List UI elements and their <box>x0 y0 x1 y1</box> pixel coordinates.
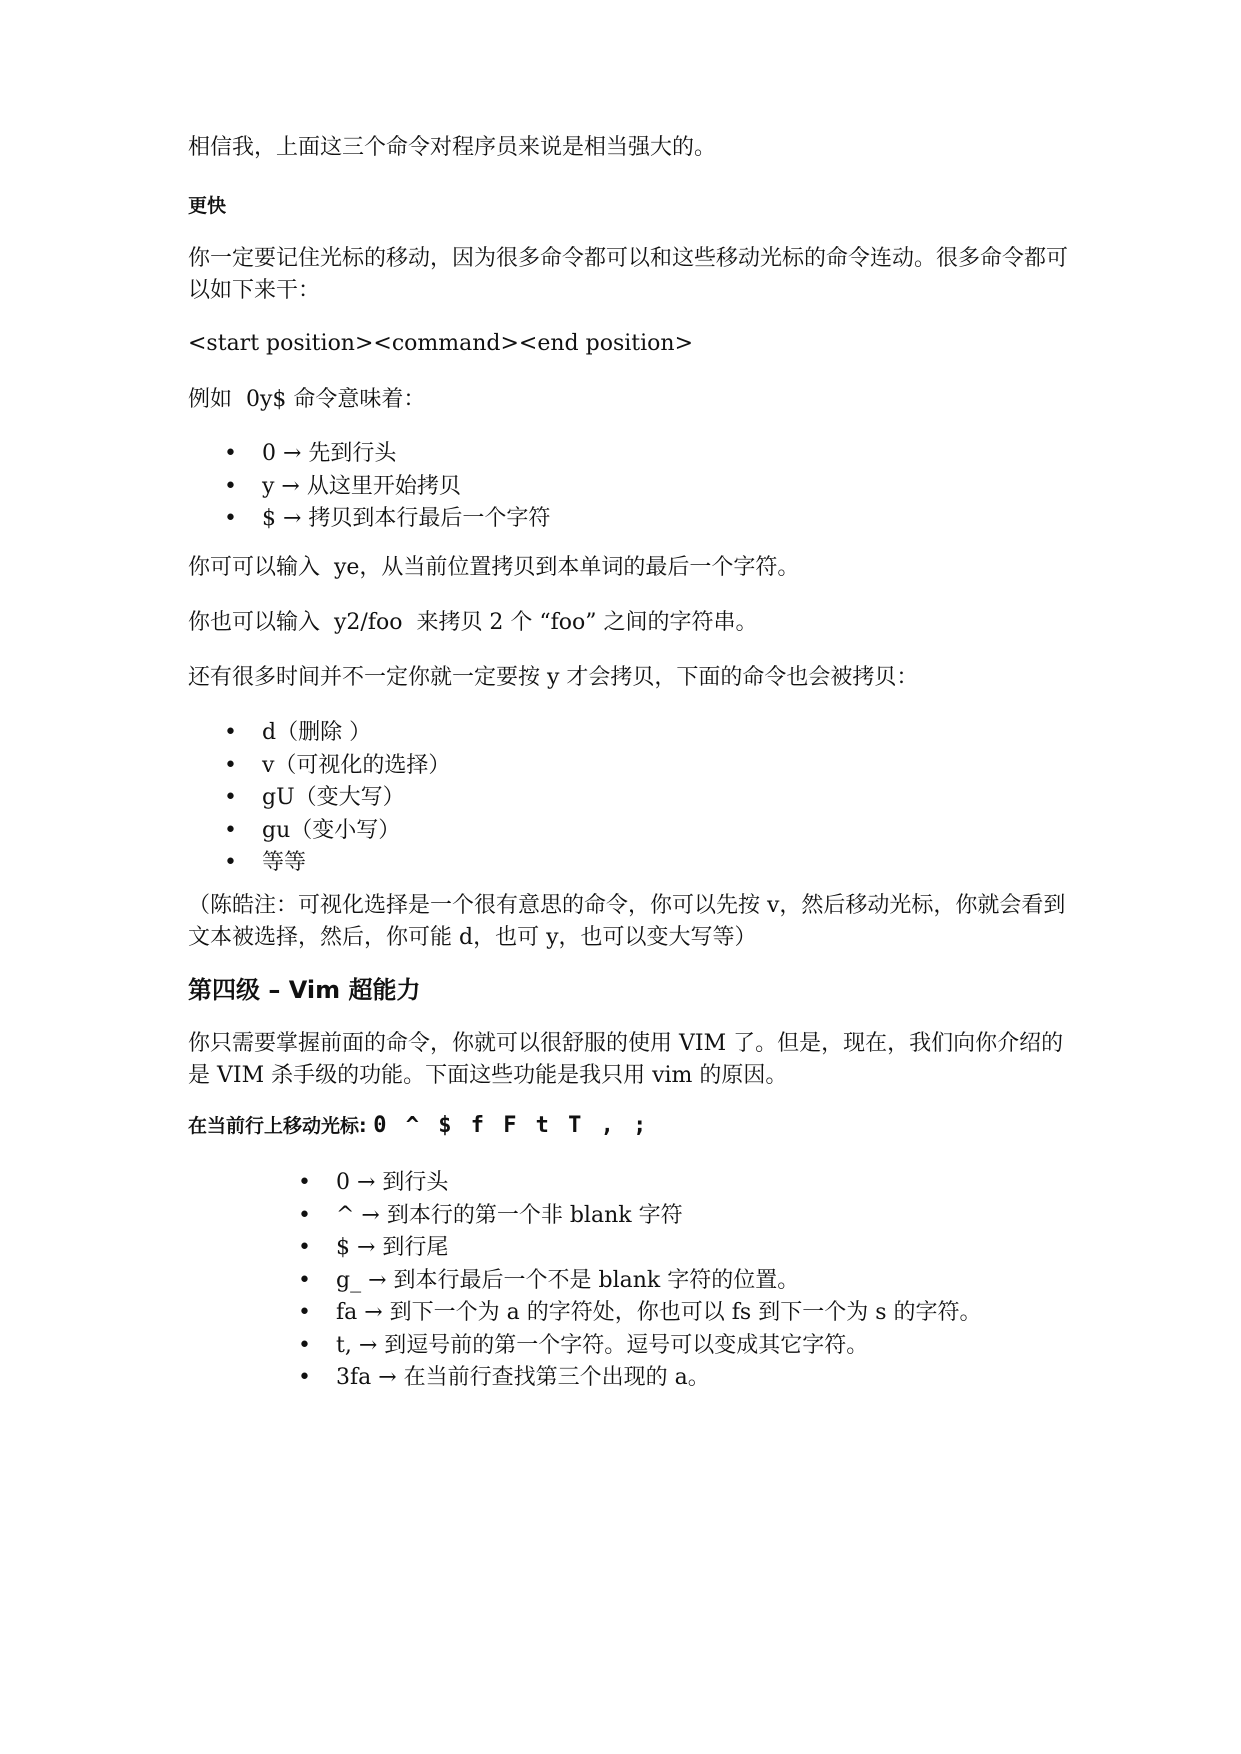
list-item <box>224 717 450 750</box>
list-item-text: $ → 拷贝到本行最后一个字符 <box>262 506 551 531</box>
list-item <box>224 503 551 536</box>
list-item-text: $ → 到行尾 <box>336 1235 449 1260</box>
list-item-text: gu（变小写） <box>262 817 401 843</box>
list-item <box>224 847 450 880</box>
list-item-text: gU（变大写） <box>262 785 405 810</box>
paragraph-example-0y: 例如 0y$ 命令意味着： <box>188 387 426 412</box>
list-item <box>224 438 550 471</box>
list-item-text: y → 从这里开始拷贝 <box>262 473 461 499</box>
bullet-icon: • <box>298 1235 311 1260</box>
bullet-icon: • <box>298 1332 311 1358</box>
paragraph-ye: 你可可以输入 ye，从当前位置拷贝到本单词的最后一个字符。 <box>188 555 800 580</box>
paragraph-trust-me: 相信我，上面这三个命令对程序员来说是相当强大的。 <box>188 135 717 160</box>
bullet-icon: • <box>224 785 237 810</box>
bullet-icon: • <box>298 1202 311 1228</box>
bullet-icon: • <box>224 720 237 745</box>
bullet-icon: • <box>298 1300 311 1325</box>
list-item <box>298 1362 981 1395</box>
list-item-text: t, → 到逗号前的第一个字符。逗号可以变成其它字符。 <box>336 1332 869 1358</box>
paragraph-killer-features: 你只需要掌握前面的命令，你就可以很舒服的使用 VIM 了。但是，现在，我们向你介绍的是 VIM 杀手级的功能。下面这些功能是我只用 vim 的原因。 <box>188 1031 1064 1088</box>
list-item-text: 3fa → 在当前行查找第三个出现的 a。 <box>336 1365 710 1390</box>
bullet-icon: • <box>298 1267 311 1293</box>
list-item <box>224 471 550 504</box>
list-copy-commands <box>224 717 451 880</box>
heading-faster: 更快 <box>188 195 227 217</box>
bullet-icon: • <box>224 506 237 531</box>
paragraph-y2foo: 你也可以输入 y2/foo 来拷贝 2 个 “foo” 之间的字符串。 <box>188 610 758 635</box>
list-item <box>298 1200 981 1233</box>
bullet-icon: • <box>224 441 237 466</box>
bullet-icon: • <box>224 850 237 875</box>
list-0y-explanation <box>224 438 551 536</box>
bullet-icon: • <box>224 473 237 499</box>
list-item <box>298 1330 981 1363</box>
list-item <box>298 1167 981 1200</box>
list-item-text: fa → 到下一个为 a 的字符处，你也可以 fs 到下一个为 s 的字符。 <box>336 1300 982 1325</box>
bullet-icon: • <box>298 1365 311 1390</box>
paragraph-command-pattern: <start position><command><end position> <box>188 331 694 356</box>
bullet-icon: • <box>224 752 237 778</box>
list-item-text: 0 → 先到行头 <box>262 441 397 466</box>
bullet-icon: • <box>298 1170 311 1195</box>
list-item <box>298 1232 981 1265</box>
paragraph-cursor-movement: 你一定要记住光标的移动，因为很多命令都可以和这些移动光标的命令连动。很多命令都可以如下来干： <box>188 246 1069 303</box>
paragraph-author-note: （陈皓注：可视化选择是一个很有意思的命令，你可以先按 v，然后移动光标，你就会看到文本被选择，然后，你可能 d，也可 y，也可以变大写等） <box>188 893 1066 950</box>
bullet-icon: • <box>224 817 237 843</box>
list-item-text: d（删除 ） <box>262 720 372 745</box>
list-item <box>298 1265 981 1298</box>
heading-keys: 0 ^ $ f F t T , ; <box>373 1113 650 1138</box>
list-item <box>224 815 450 848</box>
list-item <box>224 782 450 815</box>
list-line-cursor-movement <box>298 1167 982 1395</box>
list-item-text: ^ → 到本行的第一个非 blank 字符 <box>336 1202 683 1228</box>
heading-level-four: 第四级 – Vim 超能力 <box>188 976 421 1004</box>
paragraph-other-copy-cmds: 还有很多时间并不一定你就一定要按 y 才会拷贝，下面的命令也会被拷贝： <box>188 665 919 690</box>
list-item <box>298 1297 982 1330</box>
list-item-text: 0 → 到行头 <box>336 1170 449 1195</box>
list-item-text: g_ → 到本行最后一个不是 blank 字符的位置。 <box>336 1267 800 1293</box>
list-item-text: v（可视化的选择） <box>262 752 451 778</box>
heading-label: 在当前行上移动光标: <box>188 1115 367 1137</box>
list-item <box>224 750 451 783</box>
heading-line-cursor-movement <box>188 1112 649 1140</box>
list-item-text: 等等 <box>262 850 307 875</box>
